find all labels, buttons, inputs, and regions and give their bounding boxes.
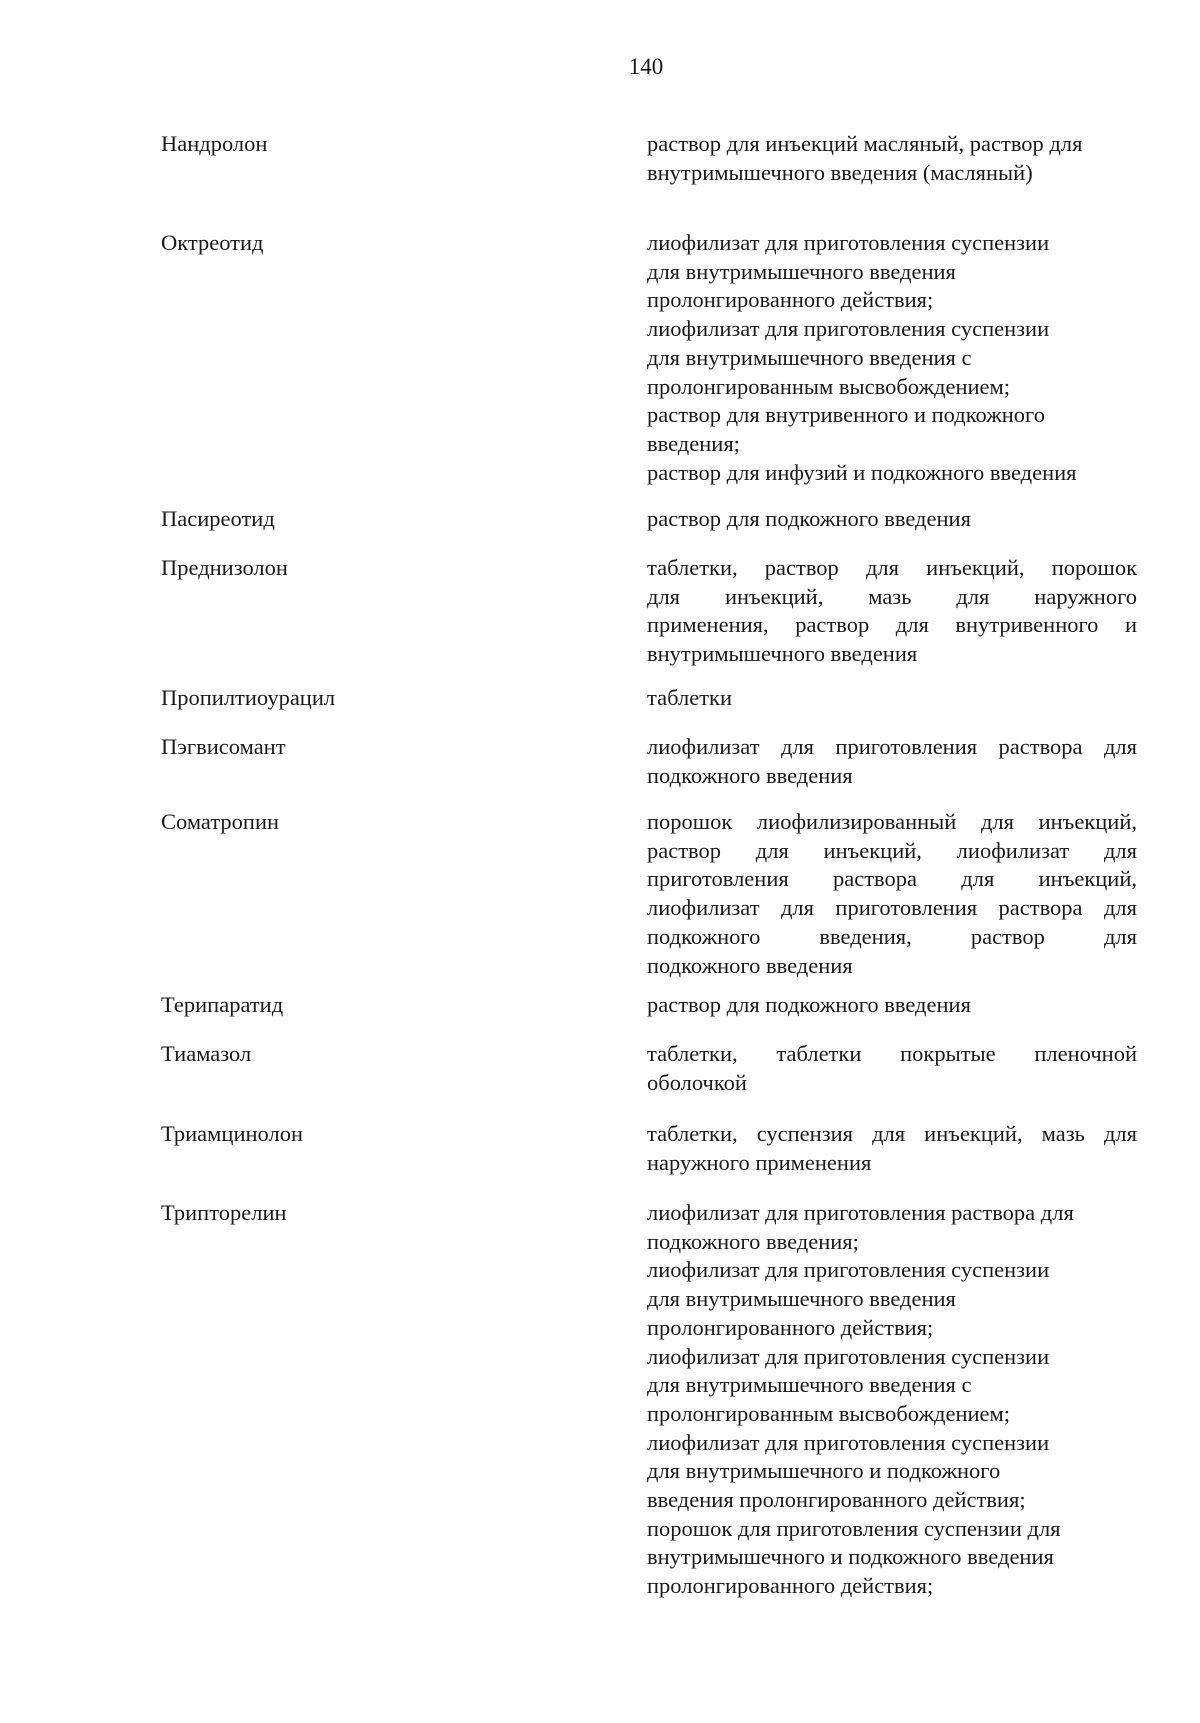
dosage-form-line: лиофилизат для приготовления суспензии	[647, 1343, 1050, 1369]
drug-name: Пропилтиоурацил	[161, 685, 336, 710]
dosage-form-line: таблетки, таблетки покрытые пленочной	[647, 1041, 1137, 1066]
dosage-form-line: подкожного введения;	[647, 1228, 859, 1254]
dosage-form-line: для внутримышечного и подкожного	[647, 1458, 1001, 1484]
dosage-form-line: для внутримышечного введения с	[647, 1372, 972, 1398]
dosage-form-line: пролонгированного действия;	[647, 287, 934, 313]
dosage-forms	[647, 1120, 1137, 1177]
drug-name: Октреотид	[161, 230, 264, 255]
dosage-form-line: таблетки	[647, 685, 733, 710]
dosage-forms	[647, 554, 1137, 669]
dosage-forms	[647, 1040, 1137, 1097]
dosage-form-line: для инъекций, мазь для наружного	[647, 583, 1137, 609]
drug-name: Пасиреотид	[161, 506, 275, 531]
dosage-forms	[647, 130, 1137, 187]
dosage-forms	[647, 808, 1137, 980]
dosage-form-line: введения пролонгированного действия;	[647, 1487, 1026, 1513]
dosage-forms	[647, 505, 1137, 534]
dosage-form-line: раствор для подкожного введения	[647, 506, 971, 531]
dosage-form-line: для внутримышечного введения с	[647, 344, 972, 370]
drug-name: Пэгвисомант	[161, 734, 286, 759]
dosage-form-line: подкожного введения	[647, 952, 853, 978]
dosage-form-line: раствор для инфузий и подкожного введения	[647, 459, 1077, 485]
dosage-forms	[647, 991, 1137, 1020]
dosage-form-line: наружного применения	[647, 1149, 872, 1175]
dosage-form-line: пролонгированным высвобождением;	[647, 1400, 1011, 1426]
dosage-form-line: подкожного введения, раствор для	[647, 923, 1137, 949]
dosage-form-line: таблетки, суспензия для инъекций, мазь для	[647, 1121, 1137, 1146]
dosage-form-line: применения, раствор для внутривенного и	[647, 612, 1137, 638]
dosage-form-line: пролонгированным высвобождением;	[647, 373, 1011, 399]
dosage-form-line: лиофилизат для приготовления суспензии	[647, 1429, 1050, 1455]
dosage-form-line: таблетки, раствор для инъекций, порошок	[647, 555, 1137, 580]
dosage-form-line: лиофилизат для приготовления суспензии	[647, 1257, 1050, 1283]
dosage-form-line: раствор для внутривенного и подкожного	[647, 402, 1045, 428]
dosage-forms	[647, 1199, 1137, 1601]
drug-name: Преднизолон	[161, 555, 288, 580]
dosage-form-line: пролонгированного действия;	[647, 1573, 934, 1599]
dosage-form-line: внутримышечного и подкожного введения	[647, 1544, 1054, 1570]
dosage-form-line: раствор для подкожного введения	[647, 992, 971, 1017]
dosage-forms	[647, 733, 1137, 790]
drug-name: Трипторелин	[161, 1200, 287, 1225]
dosage-form-line: для внутримышечного введения	[647, 258, 956, 284]
dosage-form-line: лиофилизат для приготовления раствора для	[647, 895, 1137, 921]
page-number: 140	[628, 54, 664, 79]
dosage-form-line: раствор для инъекций масляный, раствор для	[647, 131, 1083, 156]
dosage-form-line: внутримышечного введения (масляный)	[647, 159, 1033, 185]
dosage-form-line: раствор для инъекций, лиофилизат для	[647, 837, 1137, 863]
dosage-forms	[647, 684, 1137, 713]
drug-name: Соматропин	[161, 809, 280, 834]
drug-name: Тиамазол	[161, 1041, 252, 1066]
dosage-form-line: пролонгированного действия;	[647, 1314, 934, 1340]
drug-name: Триамцинолон	[161, 1121, 303, 1146]
dosage-form-line: внутримышечного введения	[647, 641, 918, 667]
dosage-form-line: лиофилизат для приготовления суспензии	[647, 316, 1050, 342]
drug-name: Нандролон	[161, 131, 268, 156]
dosage-form-line: порошок лиофилизированный для инъекций,	[647, 809, 1137, 834]
dosage-form-line: лиофилизат для приготовления раствора для	[647, 1200, 1074, 1225]
dosage-form-line: оболочкой	[647, 1069, 747, 1095]
dosage-forms	[647, 229, 1137, 487]
dosage-form-line: подкожного введения	[647, 762, 853, 788]
dosage-form-line: лиофилизат для приготовления раствора для	[647, 734, 1137, 759]
dosage-form-line: для внутримышечного введения	[647, 1286, 956, 1312]
dosage-form-line: лиофилизат для приготовления суспензии	[647, 230, 1050, 255]
drug-name: Терипаратид	[161, 992, 284, 1017]
dosage-form-line: порошок для приготовления суспензии для	[647, 1515, 1061, 1541]
dosage-form-line: приготовления раствора для инъекций,	[647, 866, 1137, 892]
dosage-form-line: введения;	[647, 430, 740, 456]
